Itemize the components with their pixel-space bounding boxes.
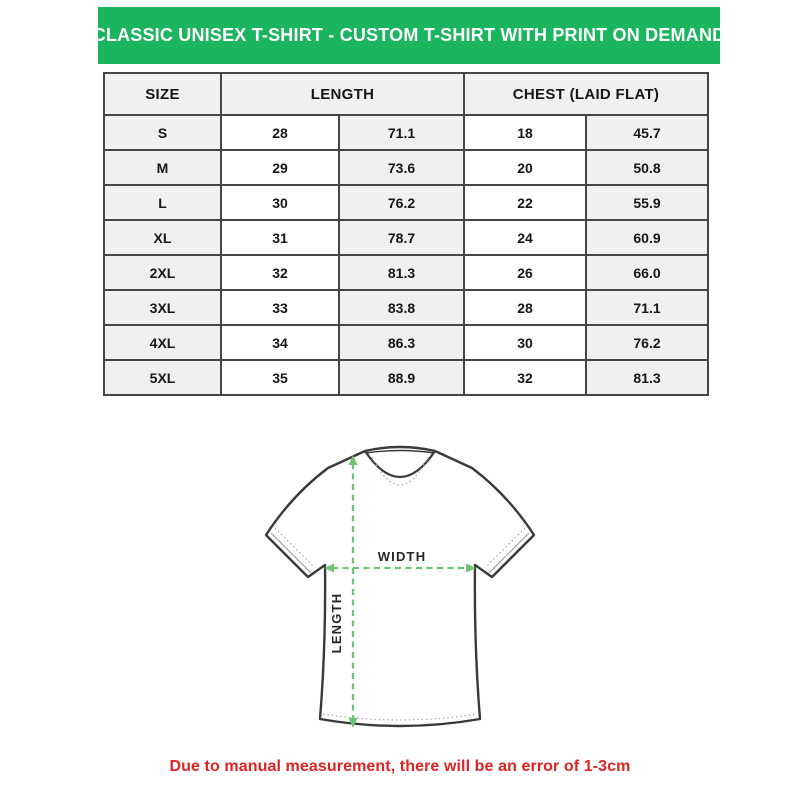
chest-cm-cell: 60.9: [586, 220, 708, 255]
length-column-header: LENGTH: [221, 73, 464, 115]
chest-inches-cell: 26: [464, 255, 586, 290]
size-row: [104, 115, 708, 150]
length-label: LENGTH: [329, 592, 344, 654]
length-inches-cell: 32: [221, 255, 339, 290]
chest-inches-cell: 30: [464, 325, 586, 360]
size-cell: S: [104, 115, 221, 150]
size-cell: 4XL: [104, 325, 221, 360]
size-cell: 2XL: [104, 255, 221, 290]
chest-cm-cell: 45.7: [586, 115, 708, 150]
chest-cm-cell: 81.3: [586, 360, 708, 395]
tshirt-measurement-diagram: [230, 435, 570, 755]
length-cm-cell: 78.7: [339, 220, 464, 255]
chest-inches-cell: 20: [464, 150, 586, 185]
size-cell: 5XL: [104, 360, 221, 395]
length-cm-cell: 81.3: [339, 255, 464, 290]
chest-cm-cell: 71.1: [586, 290, 708, 325]
chest-cm-cell: 50.8: [586, 150, 708, 185]
page-title: CLASSIC UNISEX T-SHIRT - CUSTOM T-SHIRT WITH PRINT ON DEMAND: [92, 25, 726, 45]
size-row: [104, 325, 708, 360]
length-inches-cell: 34: [221, 325, 339, 360]
length-cm-cell: 73.6: [339, 150, 464, 185]
size-row: [104, 255, 708, 290]
tshirt-outline: [266, 447, 534, 726]
width-label: WIDTH: [377, 549, 427, 564]
length-inches-cell: 33: [221, 290, 339, 325]
length-inches-cell: 29: [221, 150, 339, 185]
size-row: [104, 220, 708, 255]
size-cell: L: [104, 185, 221, 220]
measurement-note: Due to manual measurement, there will be an error of 1-3cm: [169, 758, 631, 775]
size-column-header: SIZE: [104, 73, 221, 115]
size-row: [104, 360, 708, 395]
chest-inches-cell: 24: [464, 220, 586, 255]
length-inches-cell: 30: [221, 185, 339, 220]
chest-column-header: CHEST (LAID FLAT): [464, 73, 708, 115]
length-cm-cell: 83.8: [339, 290, 464, 325]
length-cm-cell: 71.1: [339, 115, 464, 150]
length-inches-cell: 35: [221, 360, 339, 395]
chest-cm-cell: 76.2: [586, 325, 708, 360]
size-row: [104, 185, 708, 220]
size-chart-table: [103, 72, 709, 396]
size-row: [104, 150, 708, 185]
size-row: [104, 290, 708, 325]
header-row: [104, 73, 708, 115]
size-rows: [104, 115, 708, 395]
size-cell: 3XL: [104, 290, 221, 325]
length-cm-cell: 76.2: [339, 185, 464, 220]
title-banner: [92, 7, 726, 64]
length-inches-cell: 31: [221, 220, 339, 255]
size-cell: XL: [104, 220, 221, 255]
chest-inches-cell: 28: [464, 290, 586, 325]
chest-cm-cell: 66.0: [586, 255, 708, 290]
chest-inches-cell: 32: [464, 360, 586, 395]
size-cell: M: [104, 150, 221, 185]
chest-inches-cell: 22: [464, 185, 586, 220]
length-cm-cell: 86.3: [339, 325, 464, 360]
chest-inches-cell: 18: [464, 115, 586, 150]
length-cm-cell: 88.9: [339, 360, 464, 395]
length-inches-cell: 28: [221, 115, 339, 150]
chest-cm-cell: 55.9: [586, 185, 708, 220]
